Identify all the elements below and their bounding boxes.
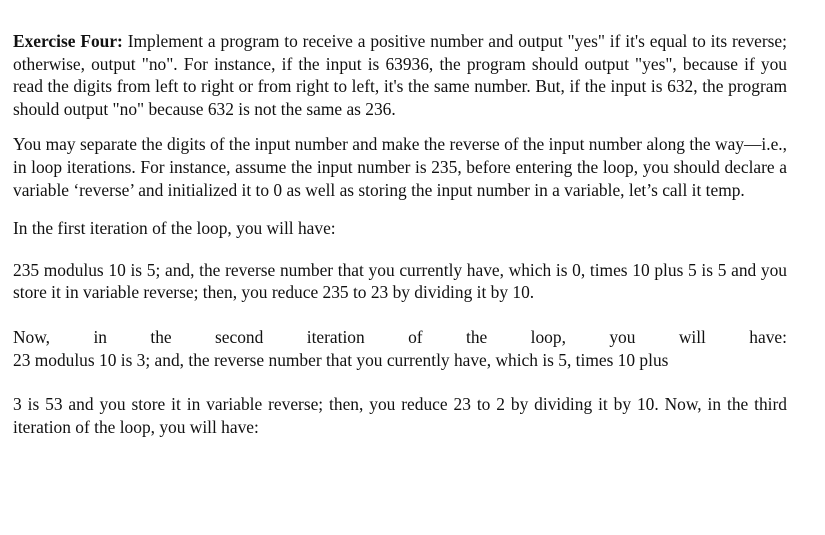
document-page — [13, 30, 787, 438]
word: of — [408, 326, 423, 347]
word: you — [609, 326, 636, 347]
word: iteration — [306, 326, 365, 347]
word: Now, — [13, 326, 51, 347]
word: will — [678, 326, 706, 347]
second-iteration-paragraph — [13, 326, 787, 371]
word: the — [150, 326, 172, 347]
exercise-paragraph — [13, 30, 787, 120]
first-iteration-detail: 235 modulus 10 is 5; and, the reverse number that you currently have, which is 0, times 10 plus 5 is 5 and you store it in variable reverse; then, you reduce 235 to 23 by dividing it by 10. — [13, 259, 787, 303]
word: second — [215, 326, 264, 347]
exercise-intro: Implement a program to receive a positive number and output "yes" if it's equal to its reverse; otherwise, output "no". For instance, if the input is 63936, the program should output "yes", because if you read the digits from left to right or from right to left, it's the same number. But, if the input is 632, the program should output "no" because 632 is not the same as 236. — [13, 31, 787, 119]
first-iteration-intro: In the first iteration of the loop, you will have: — [13, 218, 336, 239]
continuation-paragraph: 3 is 53 and you store it in variable reverse; then, you reduce 23 to 2 by dividing it by 10. Now, in the third iteration of the loop, you will have: — [13, 394, 787, 437]
word: in — [93, 326, 107, 347]
word: loop, — [530, 326, 566, 347]
second-iteration-heading — [13, 326, 787, 349]
word: have: — [749, 326, 787, 347]
exercise-title: Exercise Four: — [13, 31, 123, 51]
second-iteration-detail: 23 modulus 10 is 3; and, the reverse number that you currently have, which is 5, times 10 plus — [13, 349, 669, 370]
approach-paragraph: You may separate the digits of the input number and make the reverse of the input number along the way—i.e., in loop iterations. For instance, assume the input number is 235, before entering the loop, you should declare a variable ‘reverse’ and initialized it to 0 as well as storing the input number in a variable, let’s call it temp. — [13, 134, 787, 200]
word: the — [466, 326, 488, 347]
